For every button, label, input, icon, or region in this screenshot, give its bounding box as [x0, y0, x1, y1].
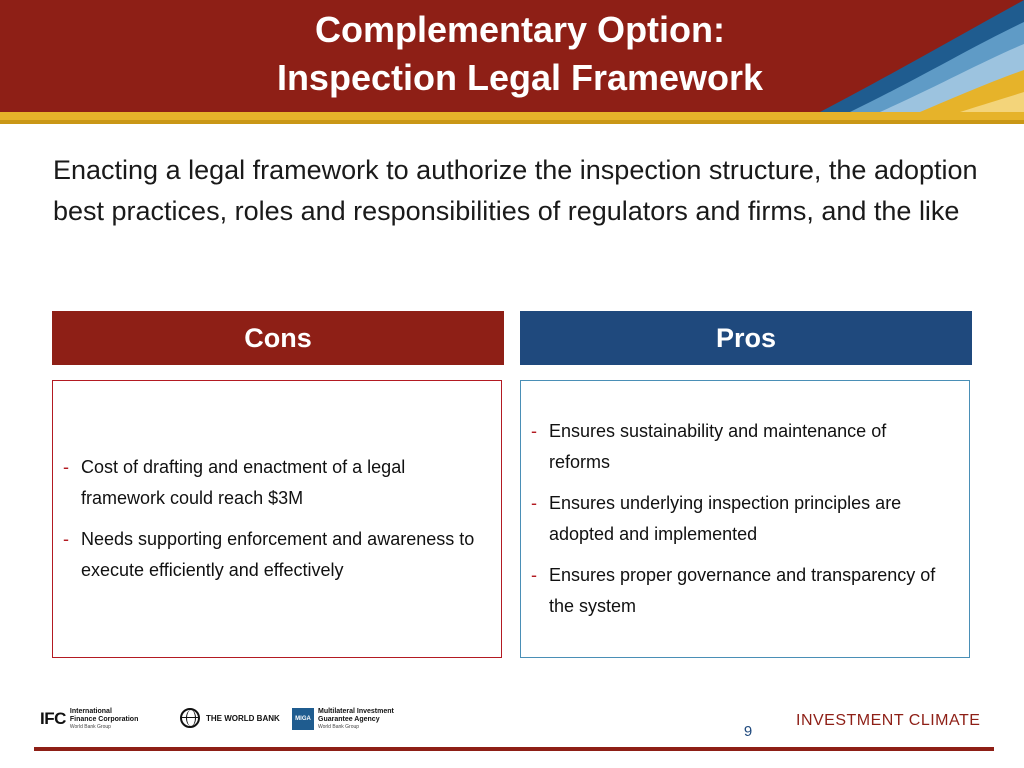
slide-header: [0, 0, 1024, 112]
pros-item: [531, 488, 947, 550]
title-line-1: Complementary Option:: [314, 9, 726, 50]
pros-heading: Pros: [520, 311, 972, 365]
pros-box: [520, 380, 970, 658]
cons-heading: Cons: [52, 311, 504, 365]
globe-icon: [180, 708, 200, 728]
world-bank-logo: [180, 708, 280, 728]
footer-rule: [34, 747, 994, 751]
header-gold-rule: [0, 112, 1024, 124]
miga-logo-text: [318, 708, 394, 730]
page-number: 9: [743, 723, 753, 740]
ifc-sub: World Bank Group: [69, 724, 111, 730]
cons-item-text: Needs supporting enforcement and awareness to execute efficiently and effectively: [81, 529, 475, 580]
pros-item-text: Ensures proper governance and transparency of the system: [549, 565, 936, 616]
miga-name-line-2: Guarantee Agency: [318, 716, 380, 723]
ifc-logo-mark: IFC: [40, 709, 66, 728]
ifc-name-line-2: Finance Corporation: [69, 716, 139, 723]
miga-logo: [292, 708, 394, 730]
ifc-logo: [40, 708, 138, 730]
miga-logo-mark: MIGA: [292, 708, 314, 730]
cons-item-text: Cost of drafting and enactment of a legal framework could reach $3M: [81, 457, 406, 508]
footer-brand: INVESTMENT CLIMATE: [796, 712, 981, 729]
title-line-2: Inspection Legal Framework: [276, 57, 764, 98]
slide-title: [120, 6, 920, 102]
pros-item: [531, 416, 947, 478]
pros-item-text: Ensures sustainability and maintenance of reforms: [549, 421, 887, 472]
pros-item: [531, 560, 947, 622]
bullet-dash: -: [63, 457, 69, 477]
cons-box: [52, 380, 502, 658]
pros-list: [521, 416, 969, 622]
bullet-dash: -: [531, 493, 537, 513]
miga-name-line-1: Multilateral Investment: [318, 708, 394, 715]
world-bank-name: THE WORLD BANK: [206, 713, 280, 723]
bullet-dash: -: [63, 529, 69, 549]
cons-list: [53, 452, 501, 586]
bullet-dash: -: [531, 565, 537, 585]
ifc-name-line-1: International: [69, 708, 112, 715]
bullet-dash: -: [531, 421, 537, 441]
pros-item-text: Ensures underlying inspection principles are adopted and implemented: [549, 493, 902, 544]
intro-paragraph: Enacting a legal framework to authorize the inspection structure, the adoption best practices, roles and responsibilities of regulators and firms, and the like: [53, 155, 978, 226]
cons-item: [63, 452, 479, 514]
miga-sub: World Bank Group: [318, 724, 360, 730]
ifc-logo-text: [70, 708, 138, 730]
cons-item: [63, 524, 479, 586]
